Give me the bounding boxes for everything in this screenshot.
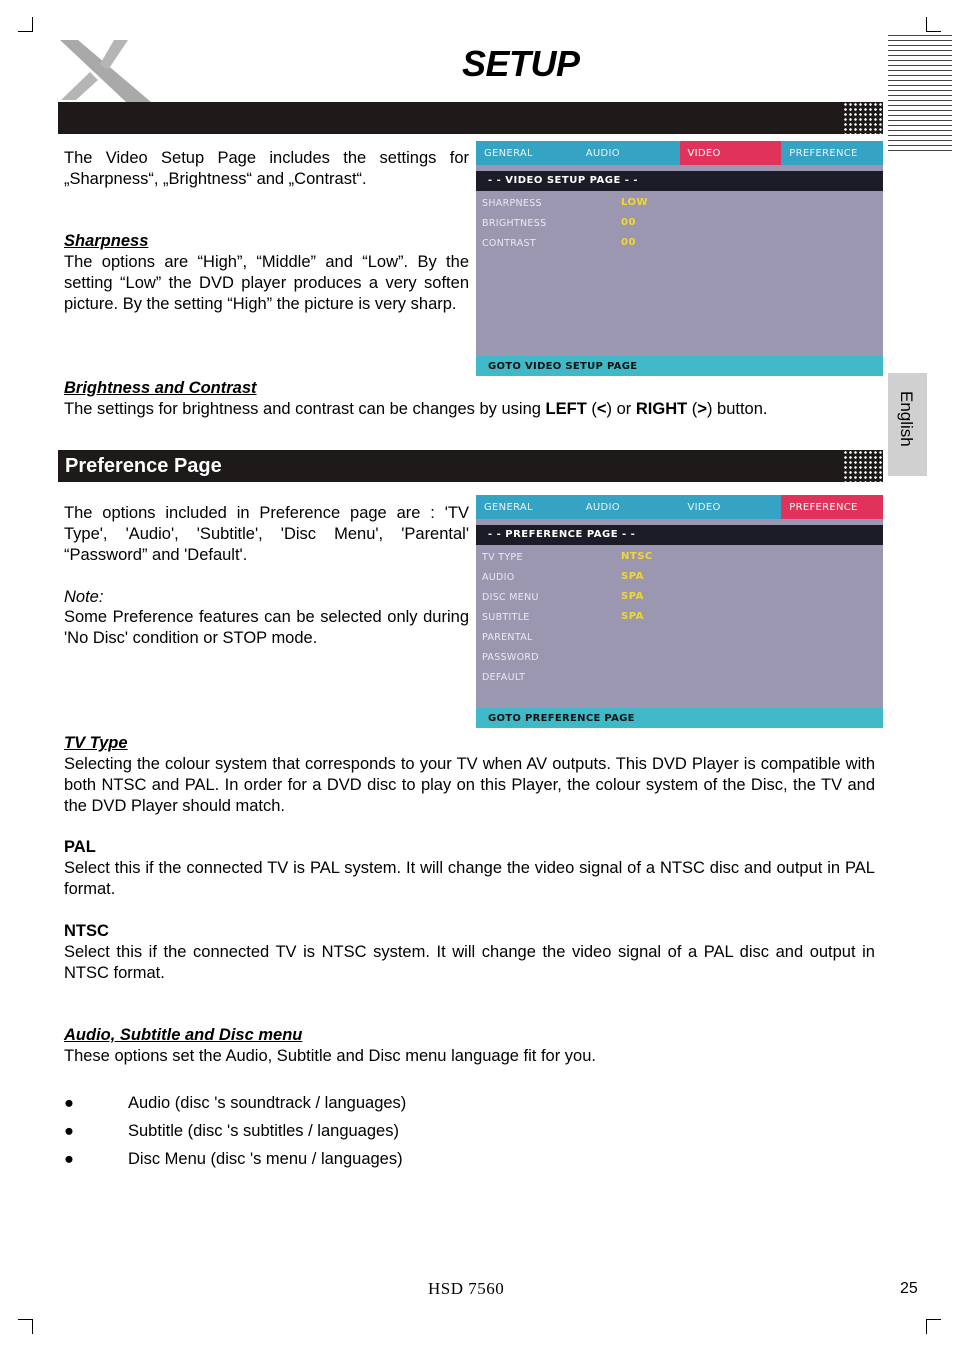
tv-type-text: Selecting the colour system that corresponds to your TV when AV outputs. This DVD Player is compatible with both NTSC and PAL. In order for a DVD disc to play on this Player, the colour system of the Disc, the TV and the DVD Player should match. — [64, 755, 875, 815]
list-item-text: Subtitle (disc 's subtitles / languages) — [128, 1122, 399, 1140]
page-number: 25 — [900, 1280, 918, 1297]
screen-tab-bar — [476, 495, 883, 519]
decorative-lines — [888, 35, 952, 155]
sharpness-heading: Sharpness — [64, 232, 149, 250]
crop-mark-bottom-right — [926, 1319, 941, 1334]
language-tab-label: English — [897, 391, 916, 447]
screen-row-label: SUBTITLE — [482, 612, 530, 623]
screen-tab-general: GENERAL — [484, 148, 533, 159]
screen-row-label: BRIGHTNESS — [482, 218, 547, 229]
preference-page-screenshot — [476, 495, 883, 728]
left-arrow-symbol: < — [596, 400, 607, 418]
screen-row-value: SPA — [621, 571, 644, 582]
bc-text-part: ) button. — [706, 400, 768, 418]
left-key-label: LEFT — [545, 400, 587, 418]
dot-pattern — [843, 450, 883, 482]
video-intro-text: The Video Setup Page includes the settings for „Sharpness“, „Brightness“ and „Contrast“. — [64, 149, 469, 188]
screen-page-title: - - VIDEO SETUP PAGE - - — [476, 171, 883, 191]
screen-footer: GOTO PREFERENCE PAGE — [476, 708, 883, 728]
screen-tab-video: VIDEO — [687, 502, 721, 513]
audio-subtitle-heading: Audio, Subtitle and Disc menu — [64, 1026, 303, 1044]
brand-logo — [56, 36, 156, 104]
list-item-text: Disc Menu (disc 's menu / languages) — [128, 1150, 403, 1168]
model-name: HSD 7560 — [428, 1279, 505, 1298]
screen-tab-preference: PREFERENCE — [781, 495, 883, 519]
screen-tab-video: VIDEO — [680, 141, 782, 165]
bc-text-part: ) or — [606, 400, 636, 418]
crop-mark-top-left — [18, 17, 33, 32]
screen-tab-audio: AUDIO — [585, 502, 620, 513]
screen-tab-audio: AUDIO — [585, 148, 620, 159]
preference-section-title: Preference Page — [65, 455, 222, 477]
screen-row-label: CONTRAST — [482, 238, 536, 249]
screen-row-label: DEFAULT — [482, 672, 526, 683]
page-title: SETUP — [462, 43, 580, 84]
screen-row-value: 00 — [621, 237, 636, 248]
screen-tab-preference: PREFERENCE — [789, 148, 858, 159]
bc-text-part: The settings for brightness and contrast can be changes by using — [64, 400, 546, 418]
crop-mark-top-right — [926, 17, 941, 32]
pal-heading: PAL — [64, 838, 96, 856]
bullet-icon: ● — [64, 1150, 74, 1168]
screen-row-label: PASSWORD — [482, 652, 539, 663]
screen-row-value: SPA — [621, 591, 644, 602]
video-section-bar — [58, 102, 883, 134]
screen-tab-general: GENERAL — [484, 502, 533, 513]
sharpness-text: The options are “High”, “Middle” and “Low”. By the setting “Low” the DVD player produces a very soften picture. By the setting “High” the picture is very sharp. — [64, 253, 469, 313]
screen-row-value: NTSC — [621, 551, 653, 562]
screen-row-label: PARENTAL — [482, 632, 533, 643]
screen-tab-bar — [476, 141, 883, 165]
bc-text-part: ( — [586, 400, 597, 418]
ntsc-heading: NTSC — [64, 922, 109, 940]
screen-row-label: SHARPNESS — [482, 198, 542, 209]
preference-section-bar — [58, 450, 883, 482]
screen-row-label: TV TYPE — [482, 552, 523, 563]
language-side-tab — [888, 373, 927, 476]
right-arrow-symbol: > — [697, 400, 707, 418]
pal-text: Select this if the connected TV is PAL system. It will change the video signal of a NTSC disc and output in PAL format. — [64, 859, 875, 898]
list-item-text: Audio (disc 's soundtrack / languages) — [128, 1094, 407, 1112]
crop-mark-bottom-left — [18, 1319, 33, 1334]
right-key-label: RIGHT — [635, 400, 688, 418]
audio-subtitle-text: These options set the Audio, Subtitle and Disc menu language fit for you. — [64, 1047, 596, 1065]
bullet-icon: ● — [64, 1122, 74, 1140]
screen-footer: GOTO VIDEO SETUP PAGE — [476, 356, 883, 376]
ntsc-text: Select this if the connected TV is NTSC system. It will change the video signal of a PAL disc and output in NTSC format. — [64, 943, 875, 982]
screen-row-label: AUDIO — [482, 572, 515, 583]
screen-row-value: SPA — [621, 611, 644, 622]
dot-pattern — [843, 102, 883, 134]
x-logo-icon — [56, 36, 156, 104]
screen-page-title: - - PREFERENCE PAGE - - — [476, 525, 883, 545]
note-label: Note: — [64, 588, 104, 606]
brightness-contrast-text — [64, 399, 884, 420]
bullet-icon: ● — [64, 1094, 74, 1112]
note-text: Some Preference features can be selected only during 'No Disc' condition or STOP mode. — [64, 608, 469, 647]
screen-row-label: DISC MENU — [482, 592, 539, 603]
video-setup-screenshot — [476, 141, 883, 376]
screen-row-value: 00 — [621, 217, 636, 228]
tv-type-heading: TV Type — [64, 734, 128, 752]
bc-text-part: ( — [687, 400, 698, 418]
screen-row-value: LOW — [621, 197, 649, 208]
brightness-contrast-heading: Brightness and Contrast — [64, 379, 257, 397]
preference-intro-text: The options included in Preference page are : 'TV Type', 'Audio', 'Subtitle', 'Disc Menu', 'Parental' “Password” and 'Default'. — [64, 504, 469, 564]
